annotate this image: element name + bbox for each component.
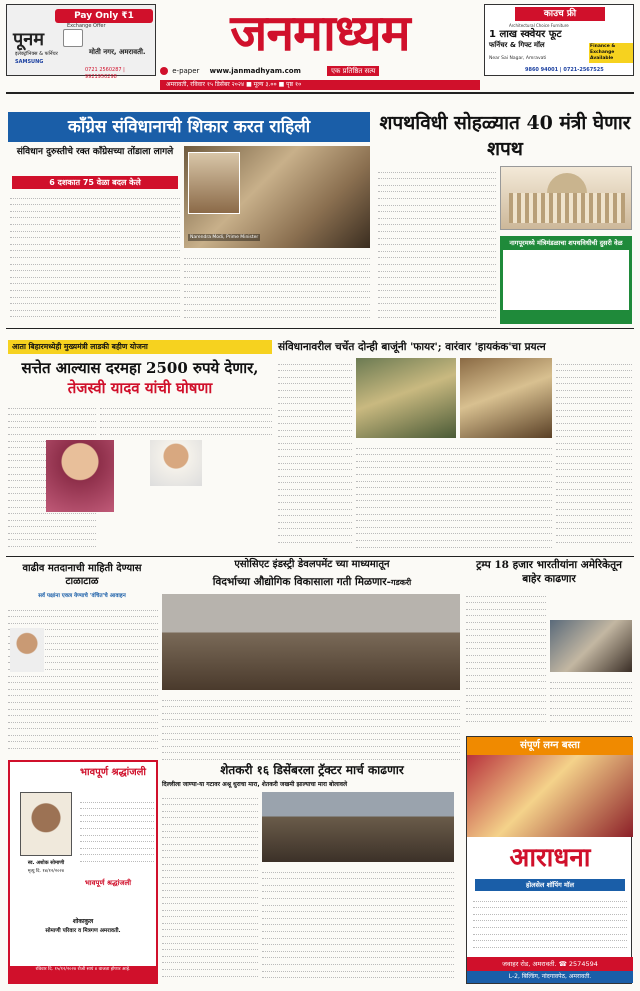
story3-headline[interactable]: सत्तेत आल्यास दरमहा 2500 रुपये देणार,	[21, 359, 259, 377]
story6-photo[interactable]	[162, 594, 460, 690]
story5-photo[interactable]	[10, 628, 44, 672]
story1-body2	[184, 252, 370, 324]
story1-body	[10, 192, 180, 324]
story2-box	[500, 236, 632, 324]
dateline-city: अमरावती, रविवार १५ डिसेंबर २०२४	[166, 81, 245, 88]
obituary-family: शोकाकुल	[72, 918, 94, 925]
site-url[interactable]: www.janmadhyam.com	[209, 67, 301, 75]
ad-aradhana-phone: 2574594	[568, 960, 598, 968]
obituary-box	[8, 760, 158, 984]
ad-location: मोती नगर, अमरावती.	[89, 48, 146, 56]
paper-logo[interactable]: जनमाध्यम	[230, 3, 410, 62]
story2-headline[interactable]: शपथविधी सोहळ्यात 40 मंत्री घेणार शपथ	[379, 112, 631, 160]
dateline-pages: पृष्ठ १०	[286, 81, 302, 88]
story5-body	[8, 604, 158, 750]
story4-body2	[356, 442, 552, 552]
ad-couch-phone: 9860 94001 | 0721-2567525	[525, 67, 604, 73]
story6-headline[interactable]: एसोसिएट इंडस्ट्री डेवलपमेंट च्या माध्यमातून	[234, 559, 390, 570]
ad-pay-sub: Exchange Offer	[67, 23, 106, 29]
ad-couch-free[interactable]	[484, 4, 634, 76]
obituary-bottom: रविवार दि. १५/१२/२०२४ रोजी सायं ४ वाजता होणार आहे.	[10, 966, 156, 982]
story7-body	[466, 590, 546, 730]
ad-couch-brand: काउच फ्री	[515, 7, 605, 21]
dateline-sep2: ■	[278, 81, 287, 88]
ad-aradhana-addr-bar	[467, 957, 633, 971]
dateline-price: मूल्य ३.००	[253, 81, 277, 88]
story4-headline[interactable]: संविधानावरील चर्चेत दोन्ही बाजूंनी 'फायर'; वारंवार 'हायकंक'चा प्रयत्न	[278, 341, 546, 353]
building-base	[509, 193, 625, 223]
ad-aradhana-logo: आराधना	[509, 843, 591, 873]
story8-body2	[262, 866, 454, 980]
story8-headline[interactable]: शेतकरी १६ डिसेंबरला ट्रॅक्टर मार्च काढणार	[220, 763, 404, 777]
story4-body3	[556, 358, 632, 552]
story7-headline[interactable]: ट्रम्प 18 हजार भारतीयांना अमेरिकेतून बाहेर काढणार	[476, 559, 622, 585]
row-rule-2	[6, 556, 634, 557]
story8-photo[interactable]	[262, 792, 454, 862]
story2-photo[interactable]	[500, 166, 632, 230]
ad-couple-photo	[467, 755, 633, 837]
ad-pay-tag: Pay Only ₹1	[55, 9, 153, 23]
ad-couch-offer2: फर्निचर & गिफ्ट मॉल	[489, 41, 545, 49]
story4-photo-parliament[interactable]	[356, 358, 456, 438]
story2-box-title: नागपूरमध्ये मंत्रिमंडळाचा शपथविधीची दुसरी वेळ	[509, 239, 623, 247]
ad-brand: पूनम	[13, 29, 44, 50]
ad-lagna-bar: संपूर्ण लग्न बस्ता	[467, 737, 633, 755]
dateline-bar	[160, 80, 480, 90]
ad-phone: 0721 2560287 | 9921950298	[85, 67, 125, 80]
obituary-footer: भावपूर्ण श्रद्धांजली	[84, 879, 132, 887]
ad-couch-sub: Architectural Choice Furniture	[509, 23, 569, 28]
story4-body	[278, 358, 352, 552]
ad-aradhana-floor: L-2, बिल्डिंग, नांदगावपेठ, अमरावती.	[467, 971, 633, 983]
obituary-title: भावपूर्ण श्रद्धांजली	[79, 767, 147, 778]
story1-caption: Narendra Modi, Prime Minister	[190, 235, 259, 240]
story4-photo-speaker[interactable]	[460, 358, 552, 438]
tagline-box: एक प्रतिष्ठित सत्य	[327, 66, 379, 76]
ad-couch-addr: Near Sai Nagar, Amravati	[489, 56, 547, 61]
story7-photo[interactable]	[550, 620, 632, 672]
ad-aradhana[interactable]	[466, 736, 632, 984]
ad-aradhana-sub: होलसेल शॉपिंग मॉल	[475, 879, 625, 891]
story6-body	[162, 694, 460, 760]
story2-box-body	[503, 250, 629, 310]
story6-byline: गडकरी	[390, 577, 412, 587]
story2-body	[378, 166, 496, 324]
story6-headline2[interactable]	[162, 574, 462, 590]
story7-body2	[550, 676, 632, 730]
epaper-label: e-paper	[172, 67, 200, 75]
epaper-icon	[160, 67, 168, 75]
ad-aradhana-list	[473, 895, 627, 955]
story1-inset-photo	[188, 152, 240, 214]
obituary-name: स्व. अशोक सोमाणी	[27, 860, 65, 866]
row-rule-1	[6, 328, 634, 329]
ad-brand-extra: SAMSUNG	[15, 59, 44, 65]
washing-machine-icon	[63, 29, 83, 47]
story8-body	[162, 792, 258, 980]
ad-poonam[interactable]	[6, 4, 156, 80]
obituary-family2: सोमाणी परिवार व मित्रगण अमरावती.	[45, 928, 121, 934]
masthead-infobar	[160, 64, 480, 78]
obituary-photo	[20, 792, 72, 856]
story1-photo[interactable]	[184, 146, 370, 248]
masthead-rule	[6, 92, 634, 94]
story1-subhead: संविधान दुरुस्तीचे रक्त कॉंग्रेसच्या तोंडाला लागले	[16, 147, 174, 157]
story1-box: 6 दशकात 75 वेळा बदल केले	[12, 176, 178, 189]
story5-headline[interactable]: वाढीव मतदानाची माहिती देण्यास टाळाटाळ	[22, 563, 142, 587]
story3-body2	[100, 402, 272, 552]
story3-headline2[interactable]: तेजस्वी यादव यांची घोषणा	[67, 379, 213, 397]
story8-subhead: दिल्लीला जाण्या-या गटावर अश्रू धुराचा मारा, शेतकरी जखमी झाल्याचा मारा बोलावले	[162, 781, 348, 788]
obituary-date: मृत्यु दि. १४/१२/२०२४	[27, 869, 65, 874]
dateline-sep: ■	[246, 81, 254, 88]
ad-brand-sub: इलेक्ट्रॉनिक्स & फर्निचर	[15, 51, 58, 57]
ad-couch-finance: Finance & Exchange Available	[589, 43, 633, 63]
story6-headline2-text: विदर्भाच्या औद्योगिक विकासाला गती मिळणार-	[212, 576, 391, 588]
building-dome	[547, 173, 587, 193]
obituary-text	[80, 796, 154, 876]
story1-headline[interactable]: कॉंग्रेस संविधानाची शिकार करत राहिली	[8, 112, 370, 142]
phone-icon: ☎	[558, 960, 567, 968]
ad-couch-offer: 1 लाख स्क्वेयर फूट	[489, 29, 562, 40]
story5-subhead: सर्व पक्षांना एकत्र येण्याचे 'वंचित'चे आवाहन	[38, 593, 126, 599]
story3-bar: आता बिहारमध्येही मुख्यमंत्री लाडकी बहीण योजना	[8, 340, 272, 354]
ad-aradhana-addr: जवाहर रोड, अमरावती.	[502, 960, 557, 968]
